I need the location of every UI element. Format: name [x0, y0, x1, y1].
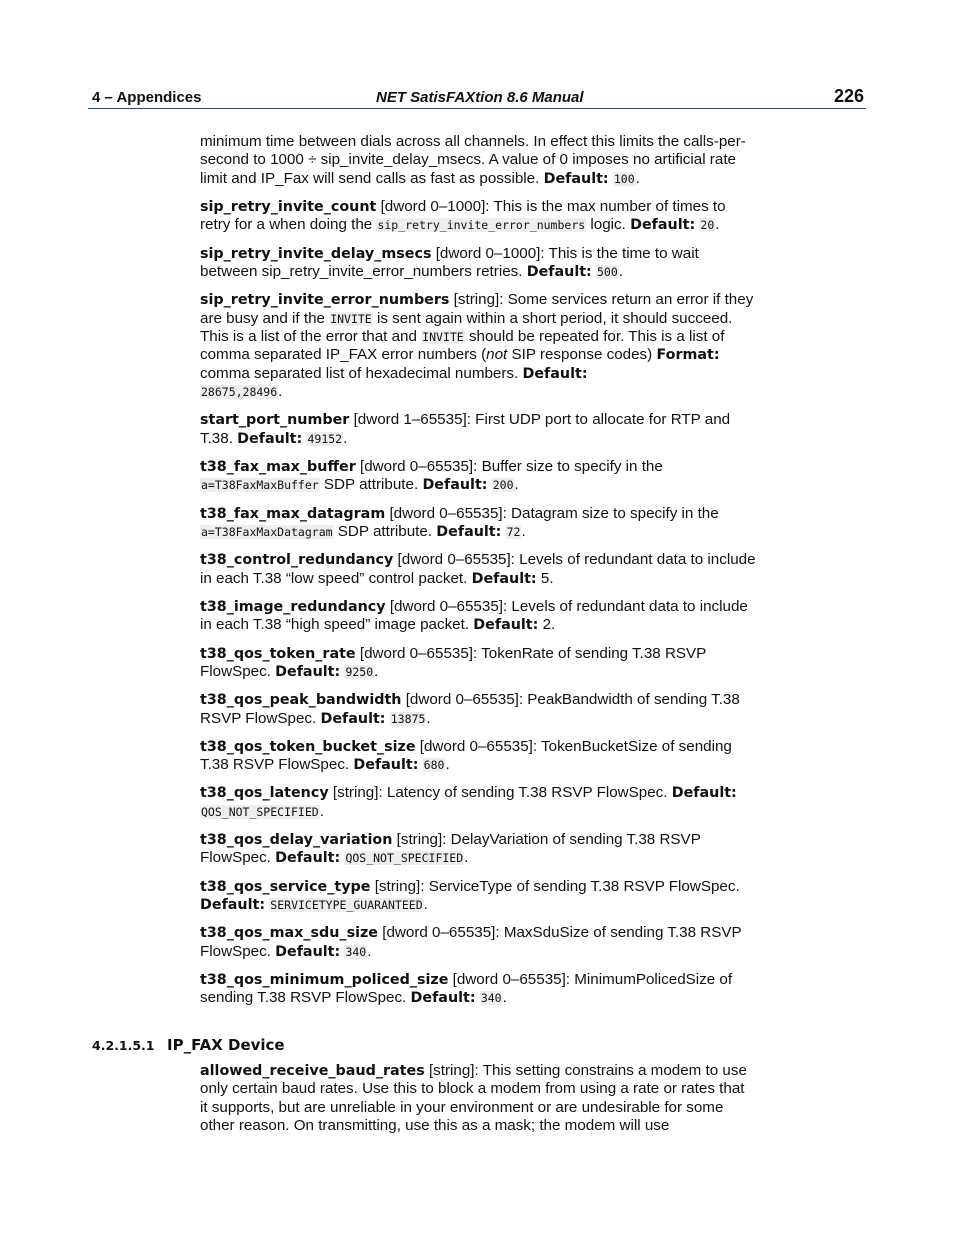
- default-value: 340: [345, 944, 367, 959]
- inline-code: a=T38FaxMaxDatagram: [201, 525, 333, 540]
- intro-text: minimum time between dials across all channels. In effect this limits the calls-per-second to 1000 ÷ sip_invite_delay_msecs. A value of 0 imposes no artificial rate limit and IP_Fax will send calls as fast as possible.: [200, 133, 746, 187]
- entry-allowed-receive-baud-rates: [200, 1062, 756, 1136]
- default-label: Default:: [237, 430, 303, 447]
- setting-name: t38_qos_service_type: [200, 878, 371, 895]
- inline-code: INVITE: [330, 311, 372, 326]
- default-label: Default:: [275, 943, 341, 960]
- default-label: Default:: [410, 990, 476, 1007]
- entry-start-port-number: start_port_number [dword 1–65535]: First UDP port to allocate for RTP and T.38. Default: 49152.: [200, 411, 731, 447]
- setting-name: t38_qos_peak_bandwidth: [200, 692, 402, 709]
- setting-description: [dword 0–65535]: MaxSduSize of sending T.38 RSVP FlowSpec.: [200, 924, 742, 960]
- setting-name: t38_qos_delay_variation: [200, 831, 393, 848]
- entry-t38-qos-minimum-policed-size: t38_qos_minimum_policed_size [dword 0–65535]: MinimumPolicedSize of sending T.38 RSVP FlowSpec. Default: 340.: [200, 970, 733, 1007]
- default-label: Default:: [275, 663, 341, 680]
- setting-description: [string]: DelayVariation of sending T.38 RSVP FlowSpec.: [200, 830, 701, 867]
- default-value: 680: [423, 758, 445, 773]
- default-value: SERVICETYPE_GUARANTEED: [270, 897, 423, 912]
- default-label: Default:: [353, 757, 419, 774]
- setting-name: sip_retry_invite_error_numbers: [200, 292, 450, 309]
- setting-description: [dword 0–65535]: PeakBandwidth of sending T.38 RSVP FlowSpec.: [200, 691, 740, 727]
- setting-description: [dword 0–1000]: This is the max number of times to retry for a when doing the: [200, 198, 726, 234]
- default-value: 72: [506, 525, 521, 540]
- section-heading: [92, 1035, 792, 1054]
- entry-t38-control-redundancy: t38_control_redundancy [dword 0–65535]: Levels of redundant data to include in each T.38 “low speed” control packet. Default: 5.: [200, 551, 756, 587]
- intro-paragraph: minimum time between dials across all channels. In effect this limits the calls-per-second to 1000 ÷ sip_invite_delay_msecs. A value of 0 imposes no artificial rate limit and IP_Fax will send calls as fast as possible. Default: 100.: [200, 133, 746, 187]
- entry-t38-image-redundancy: t38_image_redundancy [dword 0–65535]: Levels of redundant data to include in each T.38 “high speed” image packet. Default: 2.: [200, 597, 748, 634]
- entry-sip-retry-invite-count: sip_retry_invite_count [dword 0–1000]: This is the max number of times to retry for a when doing the sip_retry_invite_error_numbers logic. Default: 20.: [200, 198, 726, 234]
- setting-name: t38_qos_minimum_policed_size: [200, 971, 449, 988]
- default-value: 200: [492, 478, 514, 493]
- default-value: 500: [597, 265, 618, 280]
- default-label: Default:: [630, 217, 696, 234]
- section-content: [200, 1062, 756, 1136]
- document-title: NET SatisFAXtion 8.6 Manual: [376, 89, 584, 106]
- default-value: 2: [542, 616, 552, 634]
- entry-t38-qos-service-type: t38_qos_service_type [string]: ServiceType of sending T.38 RSVP FlowSpec. Default: SERVICETYPE_GUARANTEED.: [200, 877, 740, 913]
- default-value: 49152: [307, 431, 343, 446]
- setting-description-tail: SIP response codes): [507, 346, 653, 364]
- format-text: comma separated list of hexadecimal numbers.: [200, 364, 519, 382]
- entry-t38-qos-max-sdu-size: t38_qos_max_sdu_size [dword 0–65535]: MaxSduSize of sending T.38 RSVP FlowSpec. Default: 340.: [200, 924, 742, 960]
- default-value: QOS_NOT_SPECIFIED: [201, 804, 319, 819]
- setting-name: start_port_number: [200, 412, 350, 429]
- default-value: QOS_NOT_SPECIFIED: [345, 851, 464, 866]
- entry-t38-qos-delay-variation: t38_qos_delay_variation [string]: DelayVariation of sending T.38 RSVP FlowSpec. Default: QOS_NOT_SPECIFIED.: [200, 830, 701, 867]
- default-value: 340: [480, 991, 502, 1006]
- chapter-label: 4 – Appendices: [92, 89, 202, 106]
- setting-description: [string]: ServiceType of sending T.38 RSVP FlowSpec.: [370, 877, 740, 895]
- default-label: Default:: [422, 477, 488, 494]
- setting-description: [dword 0–65535]: Levels of redundant data to include in each T.38 “high speed” image packet.: [200, 597, 748, 634]
- page-number: 226: [833, 86, 864, 106]
- entry-t38-qos-peak-bandwidth: t38_qos_peak_bandwidth [dword 0–65535]: PeakBandwidth of sending T.38 RSVP FlowSpec. Default: 13875.: [200, 691, 740, 727]
- default-label: Default:: [526, 264, 592, 281]
- setting-description-cont: is sent again within a short period, it should succeed. This is a list of the error that and: [200, 309, 733, 346]
- setting-name: t38_qos_token_bucket_size: [200, 738, 416, 755]
- default-label: Default:: [436, 524, 502, 541]
- setting-description: [string]: Latency of sending T.38 RSVP FlowSpec.: [328, 784, 668, 802]
- default-label: Default:: [671, 785, 737, 802]
- setting-name: t38_qos_latency: [200, 785, 329, 802]
- setting-name: sip_retry_invite_delay_msecs: [200, 245, 432, 262]
- setting-description: [dword 0–65535]: Buffer size to specify in the: [355, 458, 663, 476]
- setting-description: [dword 0–65535]: MinimumPolicedSize of sending T.38 RSVP FlowSpec.: [200, 970, 733, 1007]
- default-value: 5: [540, 569, 550, 587]
- setting-name: t38_fax_max_datagram: [200, 505, 386, 522]
- default-label: Default:: [275, 850, 341, 867]
- setting-description-tail: SDP attribute.: [319, 476, 419, 494]
- entry-t38-qos-token-rate: t38_qos_token_rate [dword 0–65535]: TokenRate of sending T.38 RSVP FlowSpec. Default: 9250.: [200, 644, 707, 680]
- default-label: Default:: [320, 710, 386, 727]
- setting-description: [dword 0–65535]: Levels of redundant data to include in each T.38 “low speed” control packet.: [200, 551, 756, 587]
- setting-description: [dword 0–65535]: Datagram size to specify in the: [385, 504, 719, 522]
- entry-sip-retry-invite-error-numbers: sip_retry_invite_error_numbers [string]: Some services return an error if they are busy and if the INVITE is sent again within a short period, it should succeed. This is a list of the error that and INVITE should be repeated for. This is a list of comma separated IP_FAX error numbers (not SIP response codes) Format: comma separated list of hexadecimal numbers. Default: 28675,28496.: [200, 291, 754, 401]
- default-label: Default:: [200, 896, 266, 913]
- setting-name: t38_control_redundancy: [200, 552, 394, 569]
- setting-description: [string]: Some services return an error if they are busy and if the: [200, 291, 754, 327]
- page-header: [88, 88, 866, 109]
- default-value: 100: [613, 171, 635, 186]
- default-label: Default:: [522, 365, 588, 382]
- setting-name: t38_image_redundancy: [200, 598, 386, 615]
- setting-description-tail: logic.: [586, 216, 626, 234]
- section-title: IP_FAX Device: [167, 1036, 285, 1054]
- entry-t38-qos-latency: t38_qos_latency [string]: Latency of sending T.38 RSVP FlowSpec. Default: QOS_NOT_SPECIFIED.: [200, 784, 737, 820]
- setting-name: t38_qos_max_sdu_size: [200, 925, 379, 942]
- setting-name: allowed_receive_baud_rates: [200, 1063, 425, 1079]
- default-value: 13875: [390, 711, 426, 726]
- setting-description: [string]: This setting constrains a modem to use only certain baud rates. Use this to block a modem from using a rate or rates that it supports, but are unreliable in your environment or are undesirable for some other reason. On transmitting, use this as a mask; the modem will use: [200, 1062, 747, 1135]
- inline-code: sip_retry_invite_error_numbers: [377, 218, 586, 233]
- default-label: Default:: [543, 170, 609, 187]
- setting-description: [dword 0–1000]: This is the time to wait between sip_retry_invite_error_numbers retries.: [200, 244, 699, 281]
- entry-sip-retry-invite-delay-msecs: sip_retry_invite_delay_msecs [dword 0–1000]: This is the time to wait between sip_retry_invite_error_numbers retries. Default: 500.: [200, 244, 699, 281]
- entry-t38-qos-token-bucket-size: t38_qos_token_bucket_size [dword 0–65535]: TokenBucketSize of sending T.38 RSVP FlowSpec. Default: 680.: [200, 737, 732, 774]
- setting-description: [dword 0–65535]: TokenBucketSize of sending T.38 RSVP FlowSpec.: [200, 737, 732, 774]
- entry-t38-fax-max-datagram: t38_fax_max_datagram [dword 0–65535]: Datagram size to specify in the a=T38FaxMaxDatagram SDP attribute. Default: 72.: [200, 504, 719, 541]
- inline-code: INVITE: [422, 330, 464, 345]
- inline-code: a=T38FaxMaxBuffer: [201, 478, 319, 493]
- default-value: 28675,28496: [201, 385, 278, 400]
- emphasis-text: not: [486, 346, 508, 364]
- setting-description-cont: should be repeated for. This is a list of comma separated IP_FAX error numbers (: [200, 328, 725, 364]
- setting-description-tail: SDP attribute.: [333, 523, 433, 541]
- default-value: 20: [700, 218, 715, 233]
- section-number: 4.2.1.5.1: [92, 1038, 155, 1053]
- default-label: Default:: [471, 570, 537, 587]
- main-content: [200, 133, 756, 1017]
- default-label: Default:: [473, 617, 539, 634]
- default-value: 9250: [345, 664, 374, 679]
- setting-description: [dword 1–65535]: First UDP port to allocate for RTP and T.38.: [200, 411, 731, 447]
- setting-name: sip_retry_invite_count: [200, 199, 377, 216]
- setting-name: t38_qos_token_rate: [200, 645, 356, 662]
- entry-t38-fax-max-buffer: t38_fax_max_buffer [dword 0–65535]: Buffer size to specify in the a=T38FaxMaxBuffer SDP attribute. Default: 200.: [200, 458, 663, 494]
- setting-name: t38_fax_max_buffer: [200, 459, 356, 476]
- format-label: Format:: [656, 347, 720, 364]
- setting-description: [dword 0–65535]: TokenRate of sending T.38 RSVP FlowSpec.: [200, 644, 707, 680]
